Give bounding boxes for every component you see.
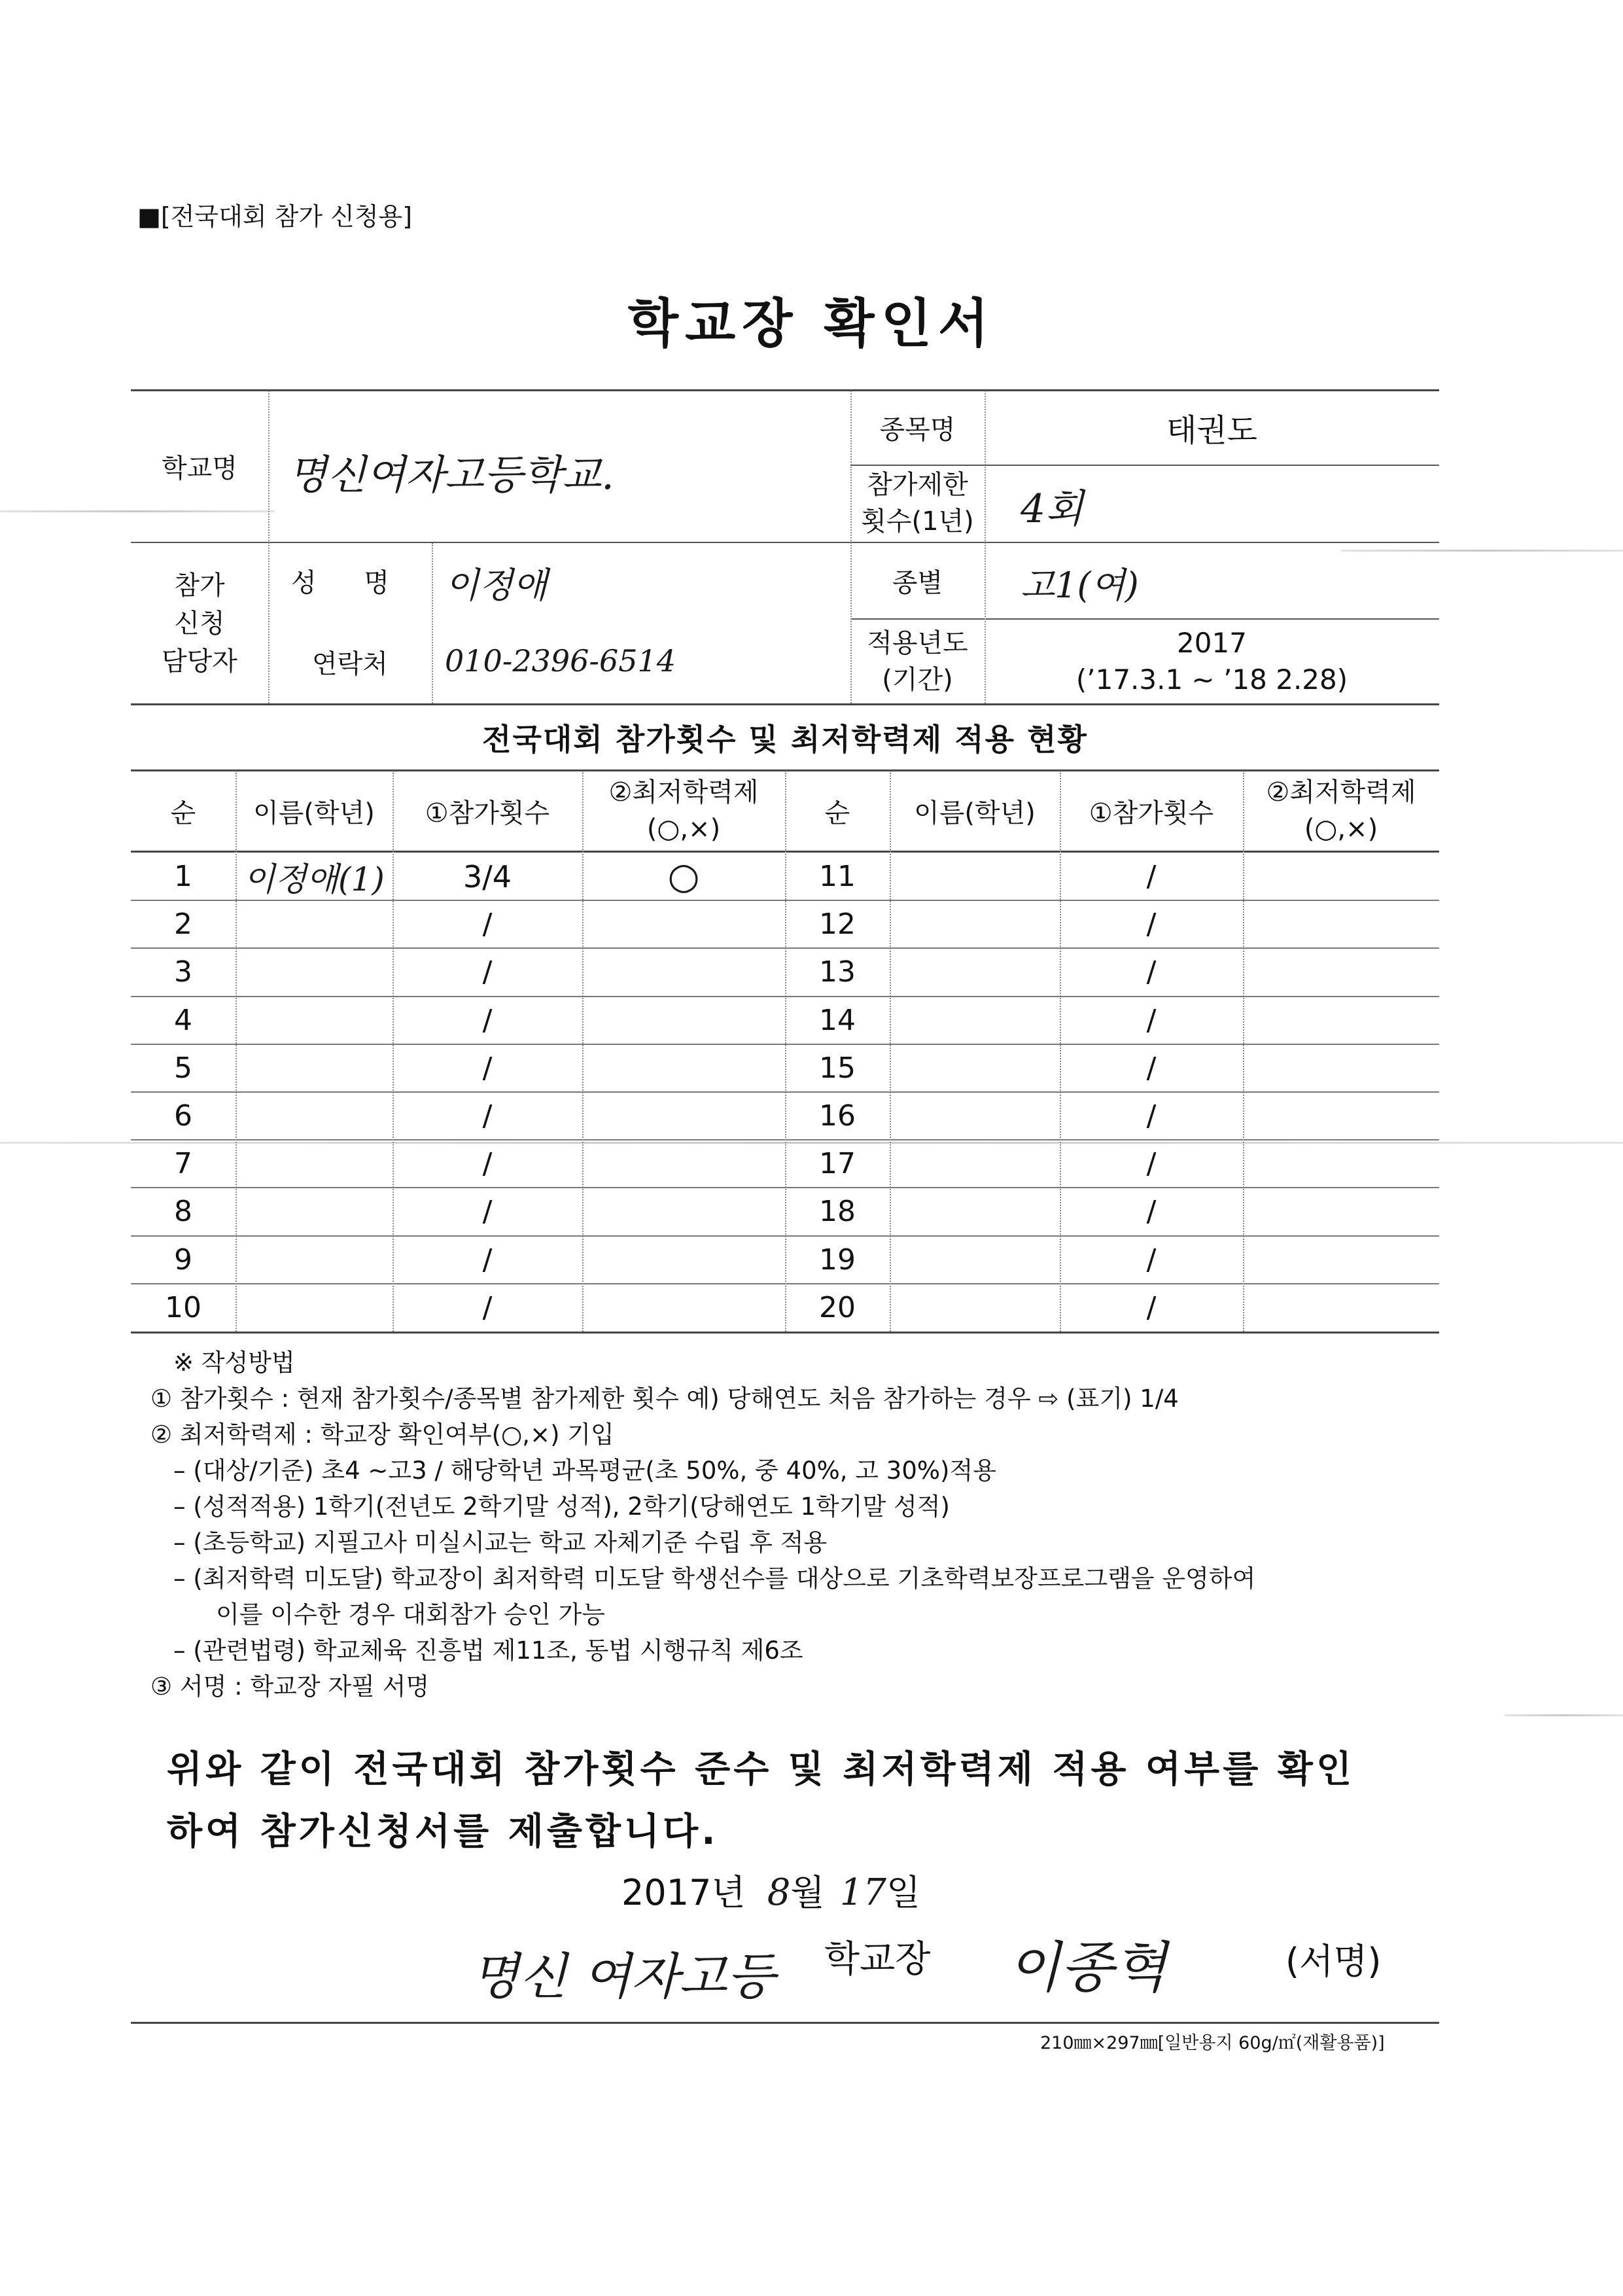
- row-name: [236, 1044, 393, 1092]
- row-count: /: [482, 1195, 493, 1229]
- row-number-2: 13: [819, 955, 856, 989]
- row-name-2: [890, 1140, 1060, 1188]
- row-number: 3: [174, 955, 192, 989]
- row-min-standard: [582, 1236, 785, 1284]
- row-name-2: [890, 1092, 1060, 1140]
- row-number-2: 12: [819, 908, 856, 942]
- row-count: /: [482, 908, 493, 942]
- row-number-2: 14: [819, 1003, 856, 1037]
- note-5: – (초등학교) 지필고사 미실시교는 학교 자체기준 수립 후 적용: [173, 1528, 828, 1557]
- row-name-2: [890, 900, 1060, 948]
- row-min-standard-2: [1243, 1236, 1439, 1284]
- school-label: 학교명: [162, 453, 237, 484]
- limit-value: 4회: [1021, 486, 1084, 532]
- row-number-2: 16: [819, 1099, 856, 1133]
- year-label: [850, 620, 985, 703]
- row-name: [236, 900, 393, 948]
- column-divider: [393, 771, 394, 1332]
- row-number: 5: [174, 1051, 192, 1085]
- row-min-standard-2: [1243, 1284, 1439, 1332]
- contact-label: 연락처: [312, 648, 388, 679]
- row-count: /: [482, 1099, 493, 1133]
- row-name: [236, 1236, 393, 1284]
- row-number: 9: [174, 1243, 192, 1277]
- row-min-standard-2: [1243, 948, 1439, 996]
- principal-label: 학교장: [824, 1938, 931, 1981]
- row-number: 10: [165, 1290, 201, 1324]
- row-number-2: 18: [819, 1195, 856, 1229]
- column-divider: [1060, 771, 1061, 1332]
- row-count: 3/4: [462, 858, 512, 894]
- row-count-2: /: [1146, 1099, 1157, 1133]
- row-min-standard: ○: [667, 855, 700, 898]
- row-count-2: /: [1146, 1051, 1157, 1085]
- row-count-2: /: [1146, 860, 1157, 894]
- col-header-min: [582, 771, 785, 851]
- row-name: 이정애(1): [243, 860, 385, 898]
- event-label: 종목명: [879, 415, 956, 445]
- note-2: ② 최저학력제 : 학교장 확인여부(○,×) 기입: [150, 1421, 614, 1449]
- category-value: 고1(여): [1021, 564, 1139, 606]
- principal-seal: (서명): [1285, 1941, 1382, 1982]
- column-divider: [1243, 771, 1244, 1332]
- row-name-2: [890, 1188, 1060, 1235]
- page-title: 학교장 확인서: [627, 293, 996, 354]
- note-3: – (대상/기준) 초4 ~고3 / 해당학년 과목평균(초 50%, 중 40%, 고 30%)적용: [173, 1457, 996, 1485]
- row-number: 1: [174, 860, 192, 894]
- row-count-2: /: [1146, 1243, 1157, 1277]
- row-name: [236, 1284, 393, 1332]
- col-header-min-line2: (○,×): [646, 814, 721, 844]
- col-header-min-2-line2: (○,×): [1304, 814, 1378, 844]
- col-header-no: 순: [170, 798, 196, 828]
- row-count-2: /: [1146, 955, 1157, 989]
- row-name: [236, 948, 393, 996]
- row-name: [236, 1188, 393, 1235]
- col-header-count-2: ①참가횟수: [1089, 798, 1214, 828]
- row-name: [236, 997, 393, 1044]
- year-value-line1: 2017: [1177, 627, 1247, 659]
- row-number-2: 11: [819, 860, 856, 894]
- row-number: 2: [174, 908, 192, 942]
- row-count: /: [482, 1051, 493, 1085]
- col-header-name: 이름(학년): [253, 798, 375, 828]
- statement-line2: 하여 참가신청서를 제출합니다.: [167, 1810, 719, 1853]
- row-count-2: /: [1146, 1290, 1157, 1324]
- row-min-standard: [582, 997, 785, 1044]
- date-day: 17: [839, 1871, 887, 1914]
- limit-label: [850, 465, 985, 542]
- row-min-standard-2: [1243, 853, 1439, 900]
- name-label: 성 명: [291, 568, 409, 598]
- note-4: – (성적적용) 1학기(전년도 2학기말 성적), 2학기(당해연도 1학기말 성적): [173, 1492, 950, 1521]
- row-number: 7: [174, 1147, 192, 1181]
- applicant-label-line1: 참가: [174, 570, 225, 601]
- row-min-standard: [582, 1140, 785, 1188]
- col-header-count: ①참가횟수: [425, 798, 550, 828]
- period-value: (’17.3.1 ~ ’18 2.28): [1075, 663, 1348, 696]
- row-name: [236, 1092, 393, 1140]
- row-min-standard: [582, 1284, 785, 1332]
- row-min-standard-2: [1243, 1188, 1439, 1235]
- row-min-standard-2: [1243, 1092, 1439, 1140]
- row-min-standard: [582, 1188, 785, 1235]
- date-year: 2017년: [621, 1872, 746, 1913]
- date-month-unit: 월: [790, 1872, 825, 1913]
- school-name-handwritten: 명신 여자고등: [471, 1947, 775, 2005]
- note-7: 이를 이수한 경우 대회참가 승인 가능: [216, 1600, 605, 1629]
- col-header-no-2: 순: [824, 798, 850, 828]
- row-min-standard-2: [1243, 997, 1439, 1044]
- column-divider: [236, 771, 237, 1332]
- row-count-2: /: [1146, 908, 1157, 942]
- statement-line1: 위와 같이 전국대회 참가횟수 준수 및 최저학력제 적용 여부를 확인: [167, 1748, 1355, 1791]
- fold-line: [1341, 550, 1623, 552]
- note-1: ① 참가횟수 : 현재 참가횟수/종목별 참가제한 횟수 예) 당해연도 처음 참가하는 경우 ⇨ (표기) 1/4: [150, 1385, 1179, 1413]
- row-count-2: /: [1146, 1147, 1157, 1181]
- row-min-standard: [582, 1092, 785, 1140]
- category-label: 종별: [892, 568, 943, 598]
- year-label-line2: (기간): [882, 665, 953, 695]
- row-number: 8: [174, 1195, 192, 1229]
- year-value: [985, 620, 1439, 703]
- notes-heading: ※ 작성방법: [173, 1349, 295, 1377]
- applicant-label-line2: 신청: [174, 608, 225, 639]
- limit-label-line2: 횟수(1년): [861, 506, 974, 537]
- row-number-2: 19: [819, 1243, 856, 1277]
- column-divider: [890, 771, 891, 1332]
- note-6: – (최저학력 미도달) 학교장이 최저학력 미도달 학생선수를 대상으로 기초학력보장프로그램을 운영하여: [173, 1564, 1256, 1593]
- limit-label-line1: 참가제한: [867, 470, 968, 500]
- row-count: /: [482, 1147, 493, 1181]
- school-value: 명신여자고등학교.: [288, 450, 614, 499]
- footer-paper-spec: 210㎜×297㎜[일반용지 60g/㎡(재활용품)]: [1040, 2033, 1385, 2053]
- col-header-min-2-line1: ②최저학력제: [1266, 777, 1416, 807]
- row-number-2: 20: [819, 1290, 856, 1324]
- date: [621, 1865, 920, 1915]
- row-number-2: 17: [819, 1147, 856, 1181]
- row-number: 4: [174, 1003, 192, 1037]
- row-count: /: [482, 1290, 493, 1324]
- row-min-standard-2: [1243, 1140, 1439, 1188]
- row-min-standard-2: [1243, 1044, 1439, 1092]
- date-day-unit: 일: [886, 1872, 921, 1913]
- event-value: 태권도: [1166, 412, 1258, 449]
- section-title: 전국대회 참가횟수 및 최저학력제 적용 현황: [482, 722, 1088, 757]
- applicant-label-line3: 담당자: [162, 646, 237, 677]
- col-header-min-line1: ②최저학력제: [608, 777, 759, 807]
- row-min-standard-2: [1243, 900, 1439, 948]
- name-value: 이정애: [445, 564, 548, 606]
- row-min-standard: [582, 900, 785, 948]
- contact-value: 010-2396-6514: [445, 643, 676, 679]
- date-month: 8: [767, 1871, 791, 1914]
- row-name-2: [890, 948, 1060, 996]
- row-count: /: [482, 955, 493, 989]
- col-header-name-2: 이름(학년): [914, 798, 1036, 828]
- year-label-line1: 적용년도: [867, 628, 968, 658]
- col-header-min-2: [1243, 771, 1439, 851]
- column-divider: [582, 771, 584, 1332]
- row-count-2: /: [1146, 1195, 1157, 1229]
- row-name-2: [890, 1284, 1060, 1332]
- row-count: /: [482, 1003, 493, 1037]
- row-count-2: /: [1146, 1003, 1157, 1037]
- row-name-2: [890, 1044, 1060, 1092]
- row-name-2: [890, 997, 1060, 1044]
- row-min-standard: [582, 1044, 785, 1092]
- form-type: ■[전국대회 참가 신청용]: [137, 202, 413, 231]
- row-number-2: 15: [819, 1051, 856, 1085]
- applicant-label: [131, 543, 268, 703]
- row-name-2: [890, 853, 1060, 900]
- row-min-standard: [582, 948, 785, 996]
- note-8: – (관련법령) 학교체육 진흥법 제11조, 동법 시행규칙 제6조: [173, 1636, 803, 1665]
- row-name: [236, 1140, 393, 1188]
- column-divider: [785, 771, 786, 1332]
- row-number: 6: [174, 1099, 192, 1133]
- note-9: ③ 서명 : 학교장 자필 서명: [150, 1672, 430, 1701]
- row-name-2: [890, 1236, 1060, 1284]
- principal-name-handwritten: 이종혁: [1007, 1935, 1167, 2000]
- fold-line: [1505, 1714, 1623, 1716]
- footer-divider: [131, 2022, 1439, 2024]
- row-count: /: [482, 1243, 493, 1277]
